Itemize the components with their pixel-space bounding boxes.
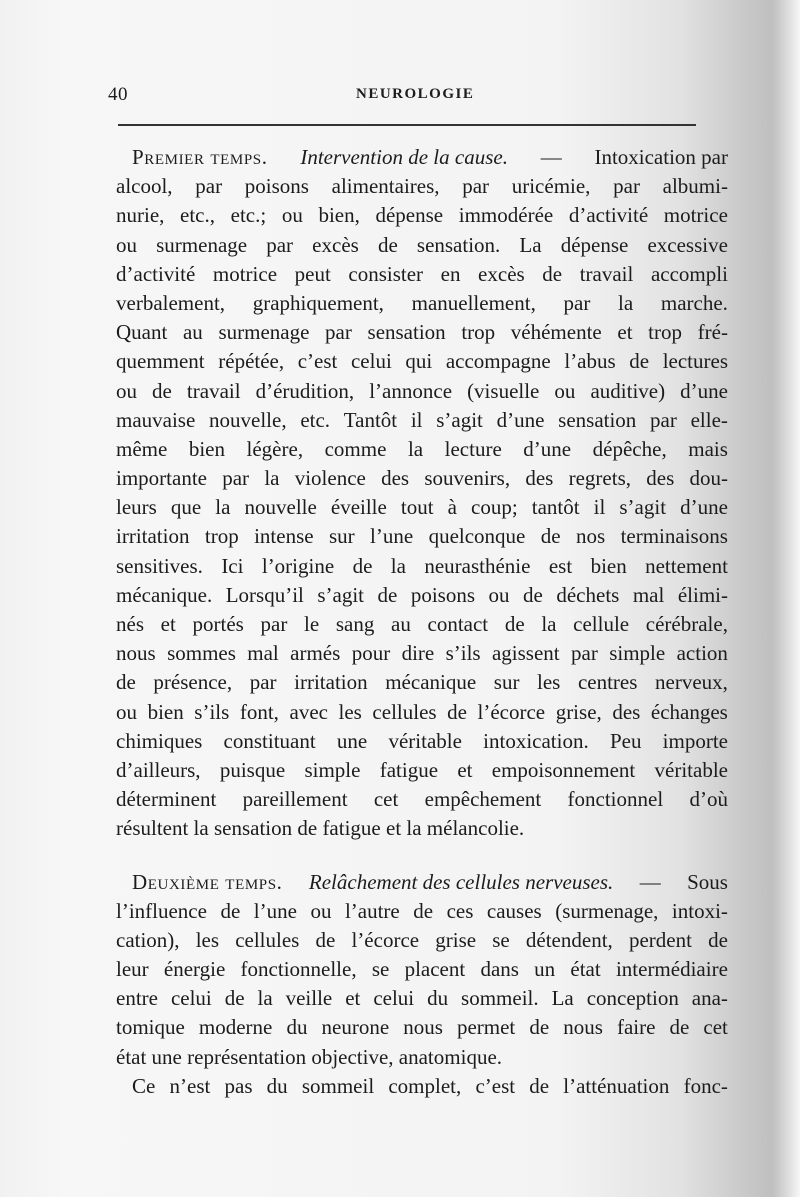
text-line: Quant au surmenage par sensation trop véhémente et trop fré- [116,320,728,345]
header-rule [118,124,696,126]
text-line: mécanique. Lorsqu’il s’agit de poisons ou de déchets mal élimi- [116,582,728,607]
text-line: chimiques constituant une véritable intoxication. Peu importe [116,728,728,753]
text-line: déterminent pareillement cet empêchement fonctionnel d’où [116,787,728,812]
text-line: même bien légère, comme la lecture d’une dépêche, mais [116,436,728,461]
text-line: Ce n’est pas du sommeil complet, c’est de l’atténuation fonc- [132,1073,728,1098]
text-line: importante par la violence des souvenirs, des regrets, des dou- [116,466,728,491]
text-line: Sous [687,869,728,894]
text-line: ou de travail d’érudition, l’annonce (visuelle ou auditive) d’une [116,378,728,403]
text-line: résultent la sensation de fatigue et la mélancolie. [116,816,525,841]
text-line: verbalement, graphiquement, manuellement, par la marche. [116,290,728,315]
text-line: de présence, par irritation mécanique sur les centres nerveux, [116,670,728,695]
paragraph-first-line [116,868,728,897]
text-line: nurie, etc., etc.; ou bien, dépense immodérée d’activité motrice [116,203,728,228]
text-line: Intoxication par [594,145,728,169]
paragraph-premier-temps [116,143,728,844]
text-line: leur énergie fonctionnelle, se placent dans un état intermédiaire [116,957,728,982]
text-line: d’ailleurs, puisque simple fatigue et empoisonnement véritable [116,757,728,782]
text-line: irritation trop intense sur l’une quelconque de nos terminaisons [116,524,728,549]
text-line: nous sommes mal armés pour dire s’ils agissent par simple action [116,641,728,666]
section-title: Intervention de la cause. [300,145,508,169]
text-line: l’influence de l’une ou l’autre de ces causes (surmenage, intoxi- [116,898,728,923]
paragraph-first-line [116,143,728,172]
text-line: entre celui de la veille et celui du sommeil. La conception ana- [116,986,728,1011]
paragraph-continuation [116,1072,728,1101]
text-line: tomique moderne du neurone nous permet de nous faire de cet [116,1015,728,1040]
page-header [108,84,708,108]
paragraph-deuxieme-temps [116,868,728,1072]
text-line: état une représentation objective, anatomique. [116,1044,503,1069]
paragraph-spacer [116,844,728,868]
text-line: ou surmenage par excès de sensation. La dépense excessive [116,232,728,257]
em-dash: — [639,869,661,894]
page-edge-shadow [772,0,800,1197]
text-line: sensitives. Ici l’origine de la neurasthénie est bien nettement [116,553,728,578]
text-line: leurs que la nouvelle éveille tout à coup; tantôt il s’agit d’une [116,495,728,520]
text-line: ou bien s’ils font, avec les cellules de l’écorce grise, des échanges [116,699,728,724]
body-text [116,143,728,1101]
text-line: quemment répétée, c’est celui qui accompagne l’abus de lectures [116,349,728,374]
text-line: alcool, par poisons alimentaires, par uricémie, par albumi- [116,174,728,199]
text-line: mauvaise nouvelle, etc. Tantôt il s’agit d’une sensation par elle- [116,407,728,432]
text-line: d’activité motrice peut consister en excès de travail accompli [116,261,728,286]
em-dash: — [540,145,562,169]
section-label: Deuxième temps. [132,869,283,894]
text-line: cation), les cellules de l’écorce grise se détendent, perdent de [116,927,728,952]
text-line: nés et portés par le sang au contact de la cellule cérébrale, [116,612,728,636]
section-label: Premier temps. [132,145,268,169]
running-title: NEUROLOGIE [356,86,475,102]
section-title: Relâchement des cellules nerveuses. [308,869,614,894]
page-number: 40 [108,84,128,105]
